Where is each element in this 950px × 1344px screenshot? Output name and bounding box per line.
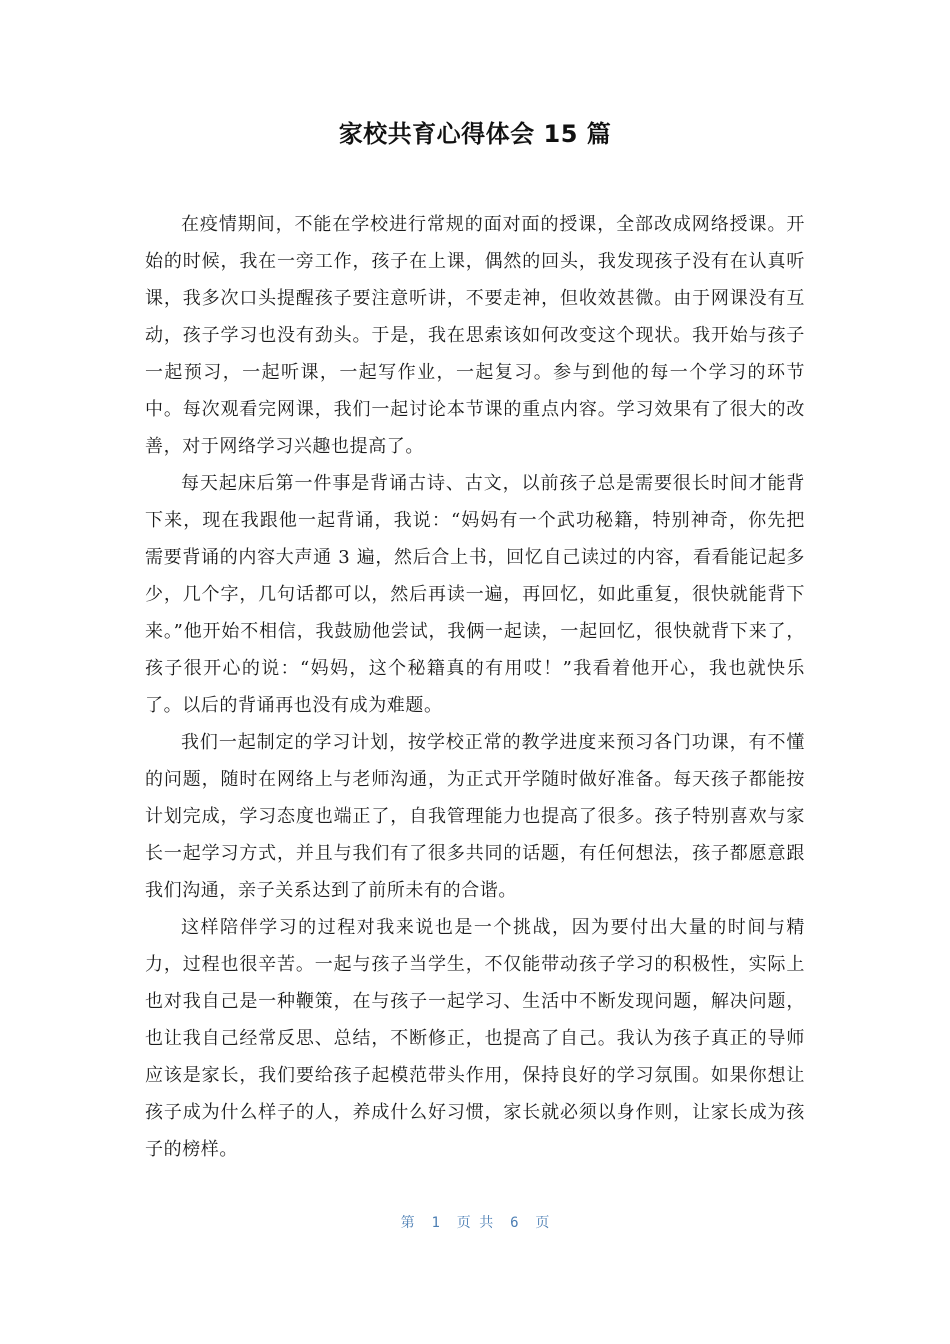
document-body bbox=[145, 206, 805, 1168]
page-title: 家校共育心得体会 15 篇 bbox=[338, 120, 612, 148]
page-number-footer: 第 1 页 共 6 页 bbox=[400, 1215, 550, 1231]
paragraph-1: 在疫情期间，不能在学校进行常规的面对面的授课，全部改成网络授课。开始的时候，我在一旁工作，孩子在上课，偶然的回头，我发现孩子没有在认真听课，我多次口头提醒孩子要注意听讲，不要走神，但收效甚微。由于网课没有互动，孩子学习也没有劲头。于是，我在思索该如何改变这个现状。我开始与孩子一起预习，一起听课，一起写作业，一起复习。参与到他的每一个学习的环节中。每次观看完网课，我们一起讨论本节课的重点内容。学习效果有了很大的改善，对于网络学习兴趣也提高了。 bbox=[145, 214, 805, 457]
paragraph-4: 这样陪伴学习的过程对我来说也是一个挑战，因为要付出大量的时间与精力，过程也很辛苦。一起与孩子当学生，不仅能带动孩子学习的积极性，实际上也对我自己是一种鞭策，在与孩子一起学习、生活中不断发现问题，解决问题，也让我自己经常反思、总结，不断修正，也提高了自己。我认为孩子真正的导师应该是家长，我们要给孩子起模范带头作用，保持良好的学习氛围。如果你想让孩子成为什么样子的人，养成什么好习惯，家长就必须以身作则，让家长成为孩子的榜样。 bbox=[145, 917, 805, 1160]
paragraph-3: 我们一起制定的学习计划，按学校正常的教学进度来预习各门功课，有不懂的问题，随时在网络上与老师沟通，为正式开学随时做好准备。每天孩子都能按计划完成，学习态度也端正了，自我管理能力也提高了很多。孩子特别喜欢与家长一起学习方式，并且与我们有了很多共同的话题，有任何想法，孩子都愿意跟我们沟通，亲子关系达到了前所未有的合谐。 bbox=[145, 732, 805, 901]
paragraph-2: 每天起床后第一件事是背诵古诗、古文，以前孩子总是需要很长时间才能背下来，现在我跟他一起背诵，我说：“妈妈有一个武功秘籍，特别神奇，你先把需要背诵的内容大声通 3 遍，然后合上书，回忆自己读过的内容，看看能记起多少，几个字，几句话都可以，然后再读一遍，再回忆，如此重复，很快就能背下来。”他开始不相信，我鼓励他尝试，我俩一起读，一起回忆，很快就背下来了，孩子很开心的说：“妈妈，这个秘籍真的有用哎！”我看着他开心，我也就快乐了。以后的背诵再也没有成为难题。 bbox=[145, 473, 805, 716]
